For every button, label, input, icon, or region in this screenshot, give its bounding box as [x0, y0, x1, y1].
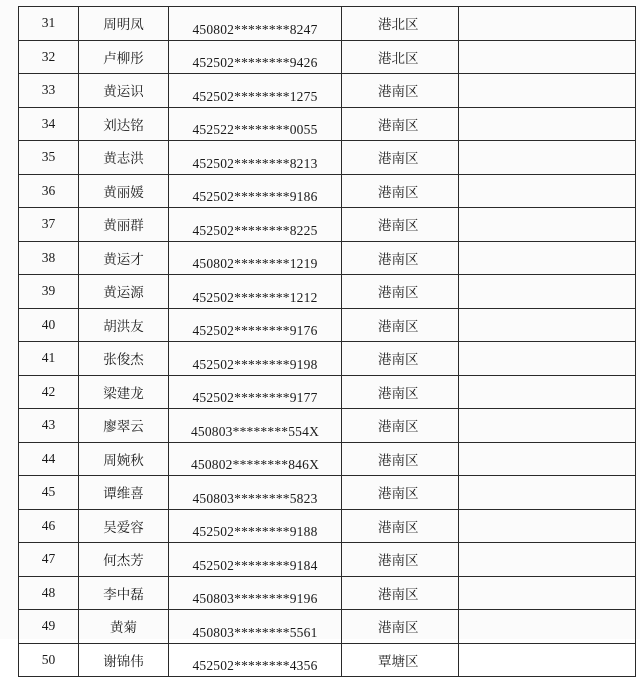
roster-table — [18, 6, 636, 677]
person-name: 黄丽群 — [79, 208, 169, 242]
id-number: 450802********1219 — [169, 241, 342, 275]
table-row — [19, 208, 636, 242]
remark-cell — [459, 241, 636, 275]
table-row — [19, 342, 636, 376]
id-number: 452502********1212 — [169, 275, 342, 309]
table-row — [19, 375, 636, 409]
remark-cell — [459, 308, 636, 342]
table-row — [19, 308, 636, 342]
person-name: 黄丽媛 — [79, 174, 169, 208]
table-row — [19, 174, 636, 208]
row-number: 50 — [19, 643, 79, 677]
id-number: 452502********8225 — [169, 208, 342, 242]
district: 港南区 — [342, 174, 459, 208]
district: 港北区 — [342, 40, 459, 74]
row-number: 37 — [19, 208, 79, 242]
remark-cell — [459, 476, 636, 510]
person-name: 廖翠云 — [79, 409, 169, 443]
person-name: 黄志洪 — [79, 141, 169, 175]
row-number: 49 — [19, 610, 79, 644]
remark-cell — [459, 74, 636, 108]
remark-cell — [459, 40, 636, 74]
id-number: 452502********9198 — [169, 342, 342, 376]
district: 港南区 — [342, 576, 459, 610]
table-row — [19, 476, 636, 510]
id-number: 450803********9196 — [169, 576, 342, 610]
table-row — [19, 241, 636, 275]
id-number: 450803********554X — [169, 409, 342, 443]
person-name: 黄运源 — [79, 275, 169, 309]
table-row — [19, 275, 636, 309]
district: 港南区 — [342, 476, 459, 510]
id-number: 450802********8247 — [169, 7, 342, 41]
person-name: 张俊杰 — [79, 342, 169, 376]
remark-cell — [459, 107, 636, 141]
remark-cell — [459, 576, 636, 610]
person-name: 梁建龙 — [79, 375, 169, 409]
remark-cell — [459, 610, 636, 644]
person-name: 刘达铭 — [79, 107, 169, 141]
person-name: 李中磊 — [79, 576, 169, 610]
roster-body — [19, 7, 636, 677]
id-number: 452502********1275 — [169, 74, 342, 108]
id-number: 452502********4356 — [169, 643, 342, 677]
district: 港南区 — [342, 107, 459, 141]
id-number: 450802********846X — [169, 442, 342, 476]
district: 港南区 — [342, 74, 459, 108]
remark-cell — [459, 7, 636, 41]
table-row — [19, 141, 636, 175]
person-name: 黄运识 — [79, 74, 169, 108]
table-row — [19, 442, 636, 476]
person-name: 何杰芳 — [79, 543, 169, 577]
row-number: 46 — [19, 509, 79, 543]
id-number: 452522********0055 — [169, 107, 342, 141]
id-number: 452502********9176 — [169, 308, 342, 342]
id-number: 452502********9188 — [169, 509, 342, 543]
row-number: 31 — [19, 7, 79, 41]
table-row — [19, 643, 636, 677]
person-name: 胡洪友 — [79, 308, 169, 342]
row-number: 40 — [19, 308, 79, 342]
table-row — [19, 40, 636, 74]
row-number: 48 — [19, 576, 79, 610]
remark-cell — [459, 208, 636, 242]
row-number: 47 — [19, 543, 79, 577]
id-number: 452502********9186 — [169, 174, 342, 208]
remark-cell — [459, 174, 636, 208]
row-number: 35 — [19, 141, 79, 175]
person-name: 谭维喜 — [79, 476, 169, 510]
id-number: 452502********9184 — [169, 543, 342, 577]
district: 港南区 — [342, 375, 459, 409]
district: 港南区 — [342, 543, 459, 577]
person-name: 吴爱容 — [79, 509, 169, 543]
row-number: 43 — [19, 409, 79, 443]
person-name: 周婉秋 — [79, 442, 169, 476]
district: 港南区 — [342, 509, 459, 543]
table-row — [19, 107, 636, 141]
district: 港南区 — [342, 241, 459, 275]
row-number: 44 — [19, 442, 79, 476]
remark-cell — [459, 342, 636, 376]
table-row — [19, 576, 636, 610]
district: 港南区 — [342, 610, 459, 644]
district: 港南区 — [342, 409, 459, 443]
remark-cell — [459, 275, 636, 309]
row-number: 42 — [19, 375, 79, 409]
table-row — [19, 610, 636, 644]
remark-cell — [459, 442, 636, 476]
table-row — [19, 74, 636, 108]
district: 港南区 — [342, 342, 459, 376]
row-number: 36 — [19, 174, 79, 208]
person-name: 卢柳彤 — [79, 40, 169, 74]
district: 覃塘区 — [342, 643, 459, 677]
remark-cell — [459, 141, 636, 175]
row-number: 34 — [19, 107, 79, 141]
row-number: 45 — [19, 476, 79, 510]
row-number: 41 — [19, 342, 79, 376]
table-row — [19, 409, 636, 443]
table-row — [19, 7, 636, 41]
person-name: 谢锦伟 — [79, 643, 169, 677]
id-number: 450803********5561 — [169, 610, 342, 644]
person-name: 黄运才 — [79, 241, 169, 275]
id-number: 452502********9177 — [169, 375, 342, 409]
row-number: 38 — [19, 241, 79, 275]
person-name: 周明凤 — [79, 7, 169, 41]
district: 港南区 — [342, 208, 459, 242]
remark-cell — [459, 375, 636, 409]
remark-cell — [459, 543, 636, 577]
row-number: 39 — [19, 275, 79, 309]
id-number: 452502********9426 — [169, 40, 342, 74]
row-number: 33 — [19, 74, 79, 108]
table-row — [19, 543, 636, 577]
remark-cell — [459, 509, 636, 543]
district: 港北区 — [342, 7, 459, 41]
table-row — [19, 509, 636, 543]
district: 港南区 — [342, 308, 459, 342]
district: 港南区 — [342, 275, 459, 309]
remark-cell — [459, 409, 636, 443]
remark-cell — [459, 643, 636, 677]
id-number: 450803********5823 — [169, 476, 342, 510]
district: 港南区 — [342, 141, 459, 175]
id-number: 452502********8213 — [169, 141, 342, 175]
district: 港南区 — [342, 442, 459, 476]
person-name: 黄菊 — [79, 610, 169, 644]
row-number: 32 — [19, 40, 79, 74]
